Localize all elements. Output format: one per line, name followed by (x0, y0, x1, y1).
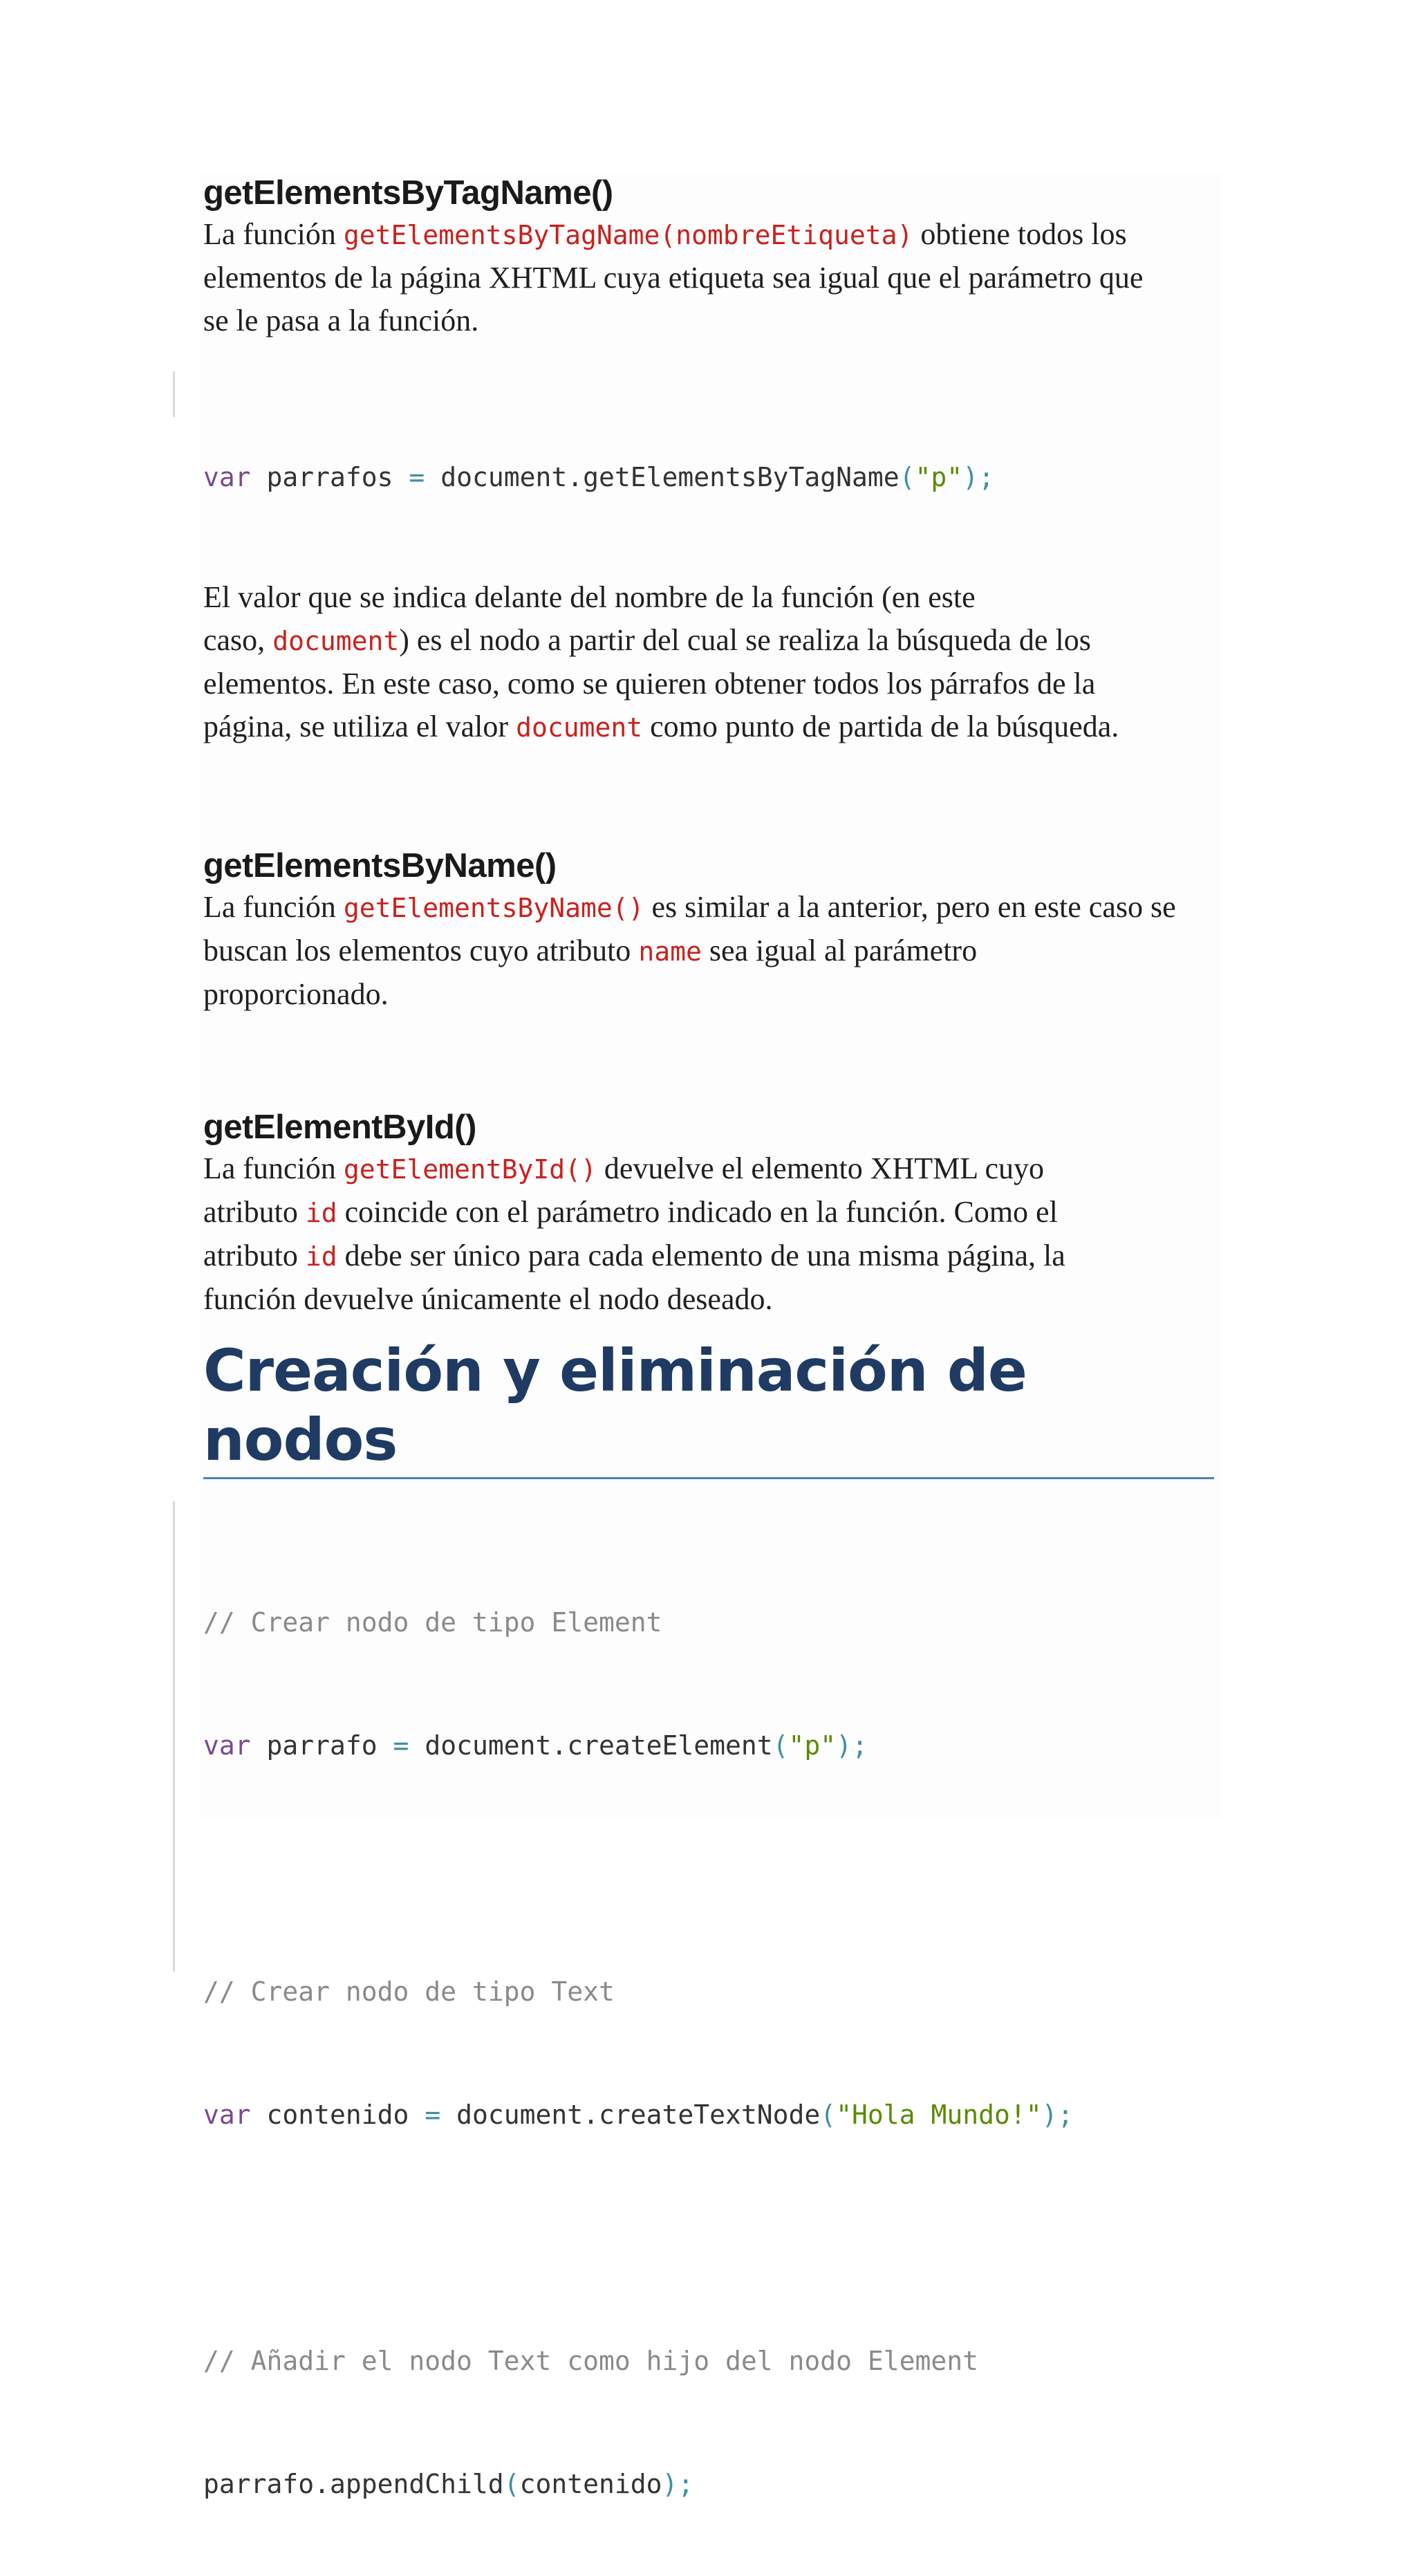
punctuation: ; (978, 462, 994, 492)
comment: // Crear nodo de tipo Element (203, 1607, 662, 1638)
text: debe ser único para cada elemento de una misma página, la (337, 1239, 1065, 1272)
punctuation: ( (503, 2469, 520, 2499)
text: es similar a la anterior, pero en este caso se (644, 890, 1176, 924)
text: devuelve el elemento XHTML cuyo (596, 1151, 1045, 1185)
operator: = (409, 462, 425, 492)
punctuation: ; (678, 2469, 694, 2499)
heading-underline (203, 1477, 1214, 1479)
code-text: contenido (250, 2100, 425, 2130)
text: como punto de partida de la búsqueda. (642, 710, 1119, 743)
text: sea igual al parámetro (701, 934, 978, 967)
code-block-border (173, 1501, 175, 1972)
comment: // Añadir el nodo Text como hijo del nodo Element (203, 2346, 979, 2376)
code-block-border (173, 371, 175, 417)
code-text: parrafo (250, 1730, 393, 1761)
text: obtiene todos los (913, 217, 1127, 251)
operator: = (393, 1730, 409, 1761)
inline-code: getElementById() (343, 1154, 597, 1185)
text: elementos de la página XHTML cuya etiqueta sea igual que el parámetro que (203, 261, 1144, 295)
inline-code: name (638, 936, 702, 967)
paragraph-tagname-description (203, 213, 1220, 342)
text: coincide con el parámetro indicado en la función. Como el (337, 1195, 1058, 1229)
string: "p" (915, 462, 963, 492)
code-text: document.createTextNode (440, 2100, 821, 2130)
code-text: contenido (519, 2469, 662, 2499)
punctuation: ( (899, 462, 915, 492)
section-title-getelementbyid: getElementById() (203, 1109, 476, 1146)
punctuation: ( (772, 1730, 789, 1761)
comment: // Crear nodo de tipo Text (203, 1976, 615, 2007)
code-line (203, 2084, 1220, 2146)
paragraph-name-description (203, 886, 1220, 1016)
section-title-getelementsbytagname: getElementsByTagName() (203, 174, 613, 212)
document-content (203, 173, 1220, 2576)
inline-code: id (305, 1241, 337, 1272)
punctuation: ) (662, 2469, 678, 2499)
text: proporcionado. (203, 977, 389, 1011)
code-blank-line (203, 1837, 1220, 1900)
code-text: document.getElementsByTagName (425, 462, 900, 492)
paragraph-document-explanation (203, 576, 1220, 749)
code-text: parrafos (250, 462, 409, 492)
text: elementos. En este caso, como se quieren obtener todos los párrafos de la (203, 667, 1096, 701)
code-line (203, 2453, 1220, 2515)
punctuation: ) (962, 462, 979, 492)
operator: = (425, 2100, 441, 2130)
keyword: var (203, 2100, 251, 2130)
string: "p" (788, 1730, 837, 1761)
code-comment (203, 2330, 1220, 2392)
inline-code: document (516, 712, 643, 743)
section-title-getelementsbyname: getElementsByName() (203, 847, 557, 884)
text: ) es el nodo a partir del cual se realiza la búsqueda de los (399, 623, 1091, 657)
code-blank-line (203, 2207, 1220, 2269)
punctuation: ) (836, 1730, 853, 1761)
text: se le pasa a la función. (203, 304, 479, 337)
inline-code: id (305, 1198, 337, 1228)
code-comment (203, 1591, 1220, 1653)
keyword: var (203, 462, 251, 492)
text: página, se utiliza el valor (203, 710, 516, 743)
code-text: document.createElement (409, 1730, 773, 1761)
text: El valor que se indica delante del nombre de la función (en este (203, 580, 976, 614)
heading-creacion-eliminacion-nodos: Creación y eliminación de nodos (203, 1337, 1027, 1474)
code-text: parrafo.appendChild (203, 2469, 504, 2499)
text: atributo (203, 1239, 306, 1272)
code-comment (203, 1961, 1220, 2023)
text: La función (203, 890, 344, 924)
code-line (203, 454, 1220, 500)
string: "Hola Mundo!" (836, 2100, 1042, 2130)
paragraph-id-description (203, 1147, 1220, 1321)
punctuation: ; (1057, 2100, 1074, 2130)
text: La función (203, 217, 344, 251)
code-block-create-nodes (203, 1500, 1220, 2576)
keyword: var (203, 1730, 251, 1761)
inline-code: getElementsByTagName(nombreEtiqueta) (343, 220, 913, 250)
code-line (203, 1714, 1220, 1777)
text: caso, (203, 623, 273, 657)
inline-code: getElementsByName() (343, 893, 644, 923)
text: atributo (203, 1195, 306, 1229)
code-block-tagname (203, 363, 1220, 561)
punctuation: ( (820, 2100, 837, 2130)
punctuation: ; (852, 1730, 868, 1761)
punctuation: ) (1041, 2100, 1058, 2130)
text: buscan los elementos cuyo atributo (203, 934, 639, 967)
text: La función (203, 1151, 344, 1185)
inline-code: document (272, 626, 400, 656)
text: función devuelve únicamente el nodo deseado. (203, 1282, 773, 1316)
